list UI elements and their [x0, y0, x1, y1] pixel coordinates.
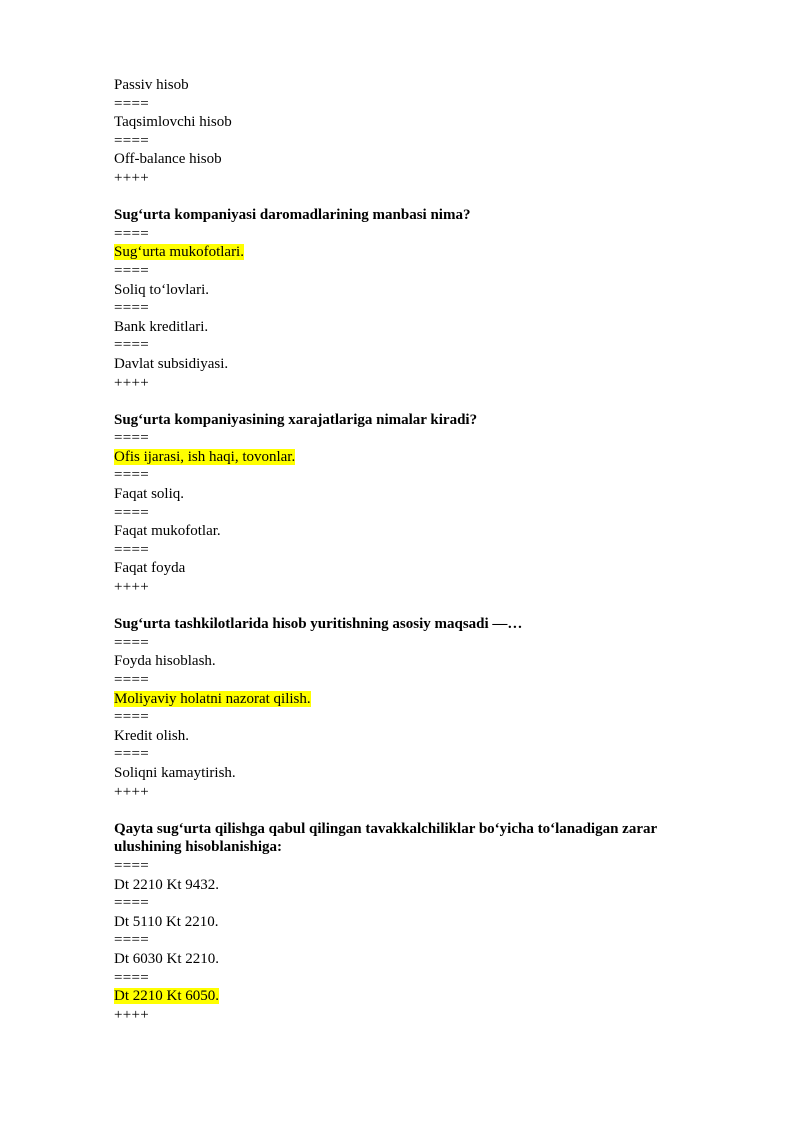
question-text: Sug‘urta tashkilotlarida hisob yuritishning asosiy maqsadi —… [114, 616, 523, 633]
question-block-intro [114, 76, 714, 188]
correct-answer-highlight: Sug‘urta mukofotlari. [114, 244, 244, 261]
separator-eq: ==== [114, 300, 150, 317]
separator-eq: ==== [114, 634, 150, 651]
separator-eq: ==== [114, 225, 150, 242]
answer-option-correct [114, 243, 714, 262]
separator-eq: ==== [114, 746, 150, 763]
answer-option: Dt 5110 Kt 2210. [114, 913, 219, 930]
answer-option: Kredit olish. [114, 727, 189, 744]
separator-eq: ==== [114, 430, 150, 447]
spacer [114, 392, 714, 411]
separator-eq: ==== [114, 969, 150, 986]
answer-option: Soliq to‘lovlari. [114, 281, 209, 298]
question-block-2 [114, 411, 714, 597]
correct-answer-highlight: Moliyaviy holatni nazorat qilish. [114, 690, 311, 707]
separator-plus: ++++ [114, 374, 150, 391]
separator-eq: ==== [114, 337, 150, 354]
separator-eq: ==== [114, 504, 150, 521]
question-text: Qayta sug‘urta qilishga qabul qilingan tavakkalchiliklar bo‘yicha to‘lanadigan zarar ulushining hisoblanishiga: [114, 820, 657, 856]
spacer [114, 801, 714, 820]
spacer [114, 188, 714, 207]
separator-eq: ==== [114, 541, 150, 558]
answer-option: Passiv hisob [114, 77, 189, 93]
answer-option: Faqat foyda [114, 560, 186, 577]
separator-eq: ==== [114, 467, 150, 484]
separator-plus: ++++ [114, 783, 150, 800]
answer-option: Taqsimlovchi hisob [114, 114, 232, 131]
separator-eq: ==== [114, 672, 150, 688]
separator-plus: ++++ [114, 579, 150, 596]
answer-option: Bank kreditlari. [114, 318, 209, 335]
question-block-1 [114, 206, 714, 392]
question-text: Sug‘urta kompaniyasi daromadlarining manbasi nima? [114, 207, 471, 224]
answer-option: Faqat soliq. [114, 486, 184, 503]
question-block-3 [114, 615, 714, 801]
answer-option: Dt 2210 Kt 9432. [114, 876, 219, 893]
correct-answer-highlight: Ofis ijarasi, ish haqi, tovonlar. [114, 448, 296, 465]
question-block-4 [114, 820, 714, 1025]
separator-plus: ++++ [114, 1006, 150, 1023]
answer-option-correct [114, 690, 714, 709]
separator-eq: ==== [114, 857, 150, 874]
answer-option: Davlat subsidiyasi. [114, 355, 229, 372]
answer-option: Soliqni kamaytirish. [114, 764, 236, 781]
spacer [114, 597, 714, 616]
correct-answer-highlight: Dt 2210 Kt 6050. [114, 988, 219, 1005]
answer-option-correct [114, 448, 714, 467]
answer-option-correct [114, 987, 714, 1006]
separator-eq: ==== [114, 709, 150, 726]
answer-option: Off-balance hisob [114, 151, 222, 168]
separator-eq: ==== [114, 895, 150, 912]
separator-eq: ==== [114, 262, 150, 279]
answer-option: Faqat mukofotlar. [114, 523, 221, 540]
document-content [114, 76, 714, 1024]
answer-option: Dt 6030 Kt 2210. [114, 950, 219, 967]
separator-plus: ++++ [114, 169, 150, 186]
separator-eq: ==== [114, 932, 150, 949]
separator-eq: ==== [114, 95, 150, 112]
answer-option: Foyda hisoblash. [114, 653, 216, 670]
question-text: Sug‘urta kompaniyasining xarajatlariga nimalar kiradi? [114, 411, 478, 428]
separator-eq: ==== [114, 132, 150, 149]
